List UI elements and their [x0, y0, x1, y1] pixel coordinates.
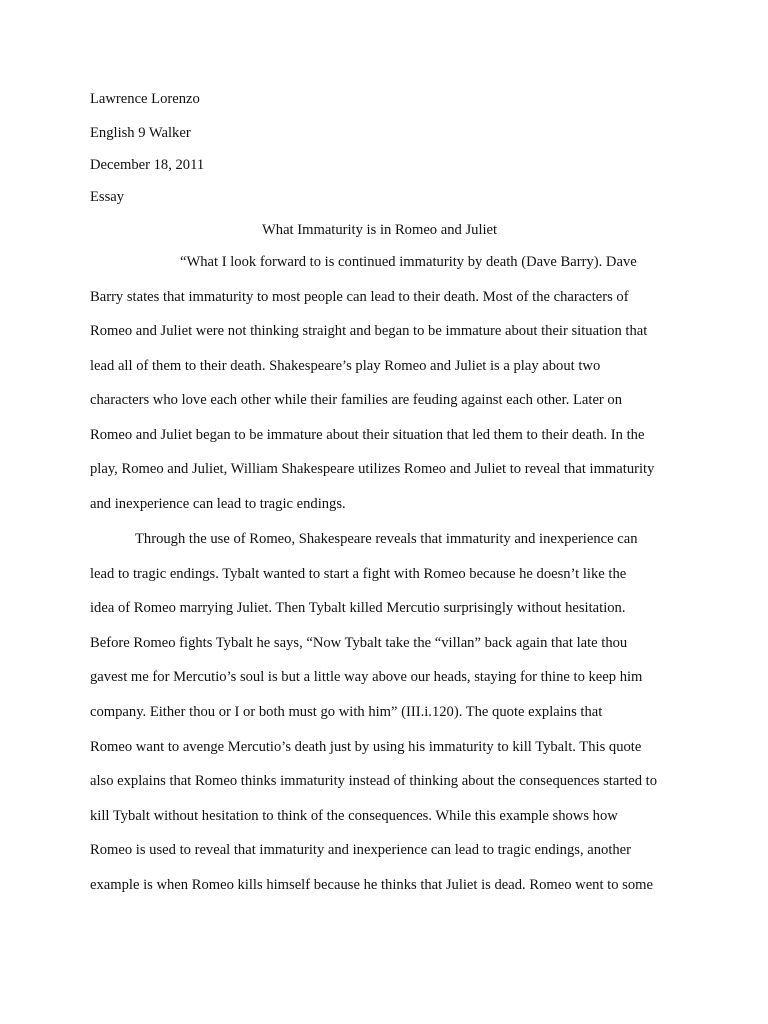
- paragraph-line: play, Romeo and Juliet, William Shakespeare utilizes Romeo and Juliet to reveal that immaturity: [90, 461, 655, 477]
- document-type: Essay: [90, 189, 125, 205]
- paragraph-line: Romeo and Juliet were not thinking straight and began to be immature about their situation that: [90, 323, 648, 339]
- essay-title: What Immaturity is in Romeo and Juliet: [262, 222, 498, 238]
- paragraph-line: characters who love each other while their families are feuding against each other. Later on: [90, 392, 623, 408]
- paragraph-line: “What I look forward to is continued immaturity by death (Dave Barry). Dave: [180, 254, 637, 270]
- paragraph-line: gavest me for Mercutio’s soul is but a little way above our heads, staying for thine to keep him: [90, 669, 643, 685]
- paragraph-line: Romeo and Juliet began to be immature about their situation that led them to their death. In the: [90, 427, 645, 443]
- paragraph-line: also explains that Romeo thinks immaturity instead of thinking about the consequences started to: [90, 773, 658, 789]
- paragraph-line: example is when Romeo kills himself because he thinks that Juliet is dead. Romeo went to some: [90, 877, 653, 893]
- paragraph-line: kill Tybalt without hesitation to think of the consequences. While this example shows how: [90, 808, 618, 824]
- paragraph-line: idea of Romeo marrying Juliet. Then Tybalt killed Mercutio surprisingly without hesitation.: [90, 600, 626, 616]
- author-name: Lawrence Lorenzo: [90, 91, 200, 107]
- paragraph-line: and inexperience can lead to tragic endings.: [90, 496, 346, 512]
- paragraph-line: lead to tragic endings. Tybalt wanted to start a fight with Romeo because he doesn’t like the: [90, 566, 627, 582]
- paragraph-line: Romeo want to avenge Mercutio’s death just by using his immaturity to kill Tybalt. This quote: [90, 739, 642, 755]
- paragraph-line: Through the use of Romeo, Shakespeare reveals that immaturity and inexperience can: [135, 531, 638, 547]
- course-name: English 9 Walker: [90, 125, 191, 141]
- paragraph-line: lead all of them to their death. Shakespeare’s play Romeo and Juliet is a play about two: [90, 358, 601, 374]
- paragraph-line: company. Either thou or I or both must go with him” (III.i.120). The quote explains that: [90, 704, 603, 720]
- essay-date: December 18, 2011: [90, 157, 205, 173]
- paragraph-line: Romeo is used to reveal that immaturity and inexperience can lead to tragic endings, another: [90, 842, 632, 858]
- paragraph-line: Barry states that immaturity to most people can lead to their death. Most of the characters of: [90, 289, 629, 305]
- paragraph-line: Before Romeo fights Tybalt he says, “Now Tybalt take the “villan” back again that late thou: [90, 635, 628, 651]
